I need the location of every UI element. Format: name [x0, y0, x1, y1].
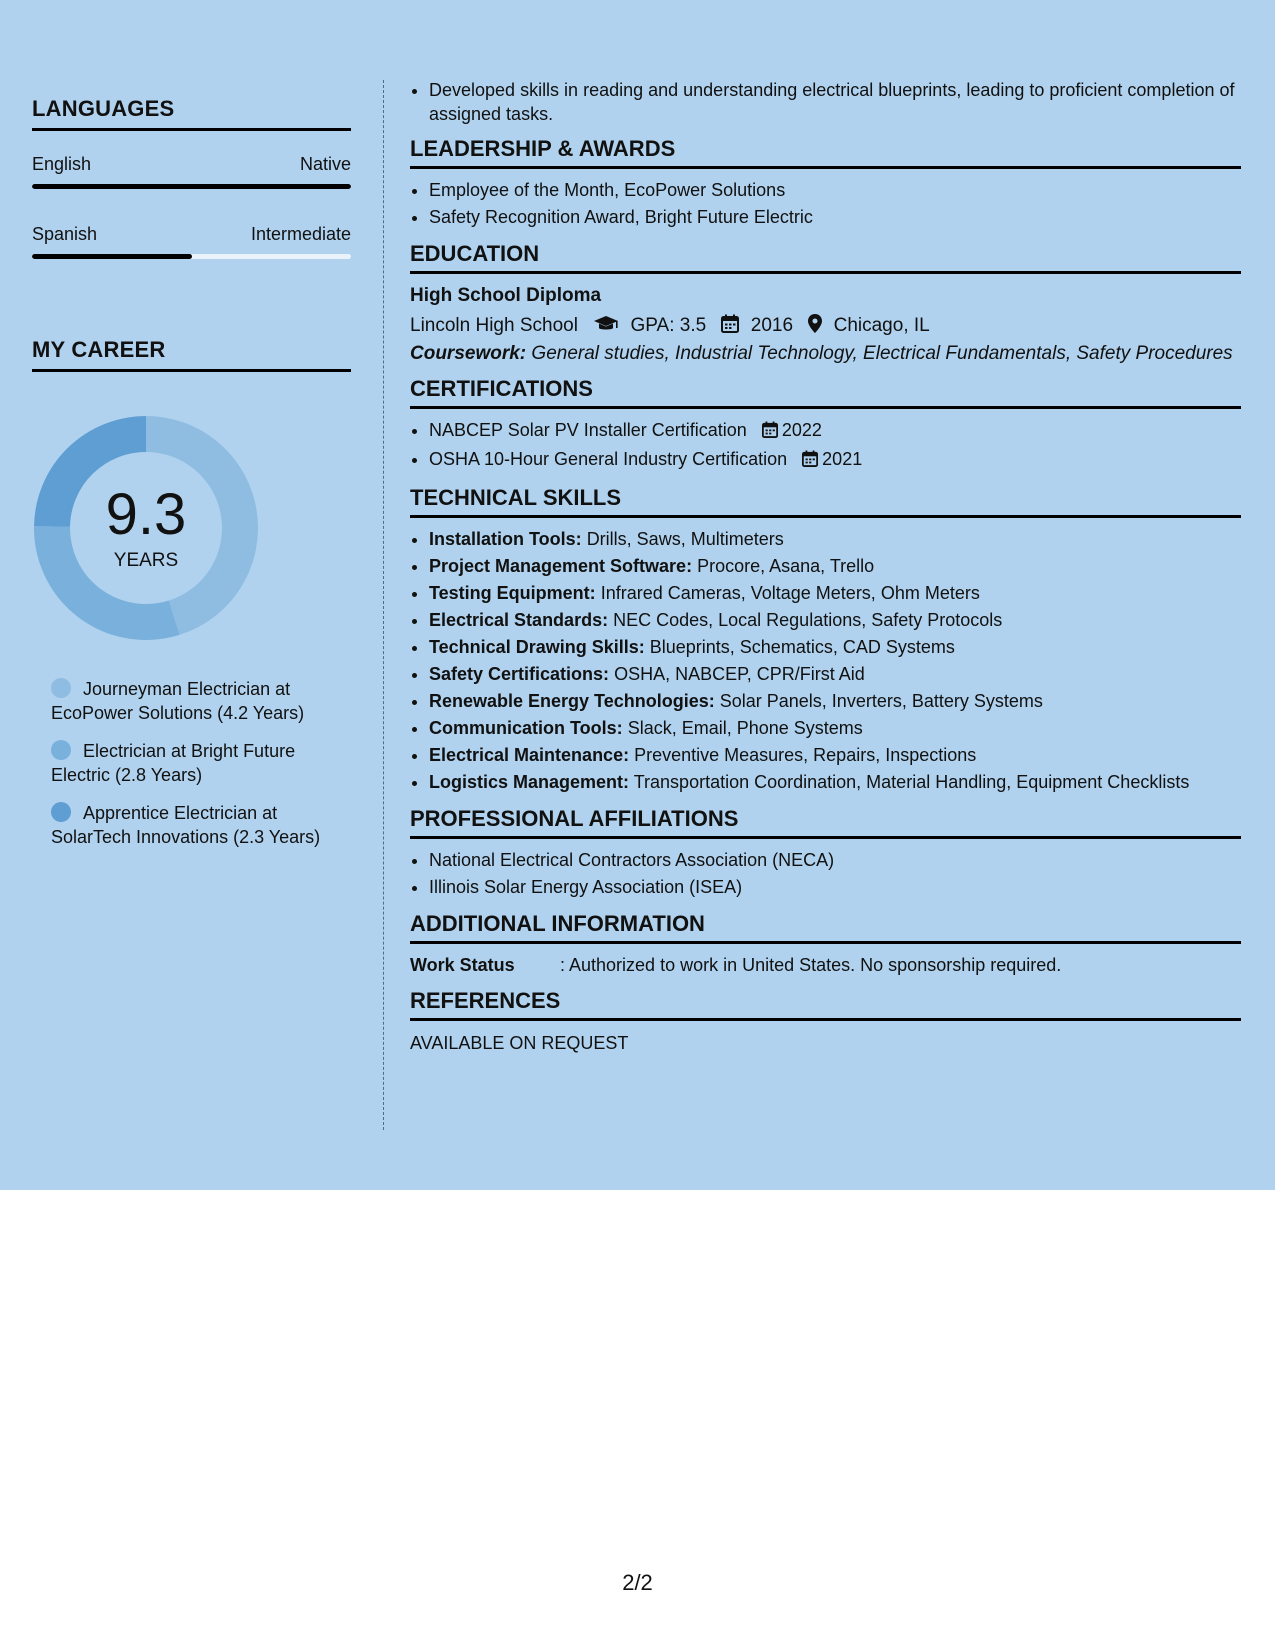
page-number: 2/2 [622, 1570, 653, 1595]
skill-value: OSHA, NABCEP, CPR/First Aid [614, 664, 865, 684]
map-pin-icon [808, 314, 822, 333]
calendar-icon [721, 314, 739, 333]
skill-value: NEC Codes, Local Regulations, Safety Protocols [613, 610, 1003, 630]
references-heading: REFERENCES [410, 988, 1241, 1021]
legend-dot-icon [51, 678, 71, 698]
references-text: AVAILABLE ON REQUEST [410, 1033, 629, 1053]
skill-value: Solar Panels, Inverters, Battery Systems [719, 691, 1043, 711]
language-level: Native [299, 154, 351, 174]
leadership-item: • Safety Recognition Award, Bright Future Electric [429, 204, 1241, 231]
career-donut-segment [52, 526, 174, 622]
language-proficiency-bar [32, 184, 351, 189]
certifications-heading: CERTIFICATIONS [410, 376, 1241, 409]
career-legend [51, 677, 331, 863]
certification-year: 2021 [822, 449, 863, 469]
skill-item [429, 526, 1241, 553]
certification-item [429, 417, 1241, 446]
skill-item [429, 742, 1241, 769]
affiliation-item: • Illinois Solar Energy Association (ISEA) [429, 874, 1241, 901]
leadership-item: • Employee of the Month, EcoPower Solutions [429, 177, 1241, 204]
skill-label: Logistics Management: [429, 772, 630, 792]
career-total-unit: YEARS [113, 550, 179, 571]
skill-item [429, 553, 1241, 580]
legend-dot-icon [51, 802, 71, 822]
languages-heading: LANGUAGES [32, 96, 351, 131]
coursework-text: General studies, Industrial Technology, Electrical Fundamentals, Safety Procedures [531, 343, 1233, 364]
skill-label: Testing Equipment: [429, 583, 596, 603]
certification-item [429, 446, 1241, 475]
education-degree: High School Diploma [410, 285, 602, 306]
coursework-label: Coursework: [410, 343, 527, 364]
career-legend-label: Electrician at Bright Future Electric (2.8 Years) [51, 741, 296, 785]
right-column [410, 78, 1241, 1055]
work-status-label: Work Status [410, 955, 515, 975]
skill-value: Blueprints, Schematics, CAD Systems [649, 637, 955, 657]
affiliations-heading: PROFESSIONAL AFFILIATIONS [410, 806, 1241, 839]
language-level: Intermediate [250, 224, 351, 244]
education-year: 2016 [750, 315, 794, 336]
education-details [410, 310, 1241, 342]
skill-item [429, 580, 1241, 607]
calendar-icon [762, 419, 778, 446]
skill-value: Infrared Cameras, Voltage Meters, Ohm Meters [600, 583, 980, 603]
education-location: Chicago, IL [833, 315, 930, 336]
leadership-list [410, 177, 1241, 231]
skill-value: Procore, Asana, Trello [697, 556, 875, 576]
affiliations-list [410, 847, 1241, 901]
work-status-value: : Authorized to work in United States. No sponsorship required. [560, 955, 1062, 975]
education-heading: EDUCATION [410, 241, 1241, 274]
education-coursework [410, 342, 1241, 366]
career-legend-label: Journeyman Electrician at EcoPower Solutions (4.2 Years) [51, 679, 305, 723]
experience-bullets [410, 78, 1241, 126]
skill-value: Drills, Saws, Multimeters [586, 529, 784, 549]
skill-label: Safety Certifications: [429, 664, 610, 684]
skill-item [429, 715, 1241, 742]
legend-dot-icon [51, 740, 71, 760]
affiliation-item: • National Electrical Contractors Association (NECA) [429, 847, 1241, 874]
career-donut-segment [146, 434, 240, 618]
skill-value: Transportation Coordination, Material Handling, Equipment Checklists [633, 772, 1190, 792]
experience-bullet: • Developed skills in reading and understanding electrical blueprints, leading to proficient completion of assigned tasks. [429, 78, 1241, 126]
skill-label: Communication Tools: [429, 718, 623, 738]
certifications-list [410, 417, 1241, 475]
career-donut-chart [34, 416, 258, 640]
skill-label: Electrical Standards: [429, 610, 609, 630]
skill-value: Slack, Email, Phone Systems [627, 718, 863, 738]
skill-item [429, 769, 1241, 796]
language-proficiency-bar [32, 254, 351, 259]
certification-year: 2022 [781, 420, 822, 440]
skill-item [429, 607, 1241, 634]
language-name: English [32, 154, 92, 174]
skill-label: Technical Drawing Skills: [429, 637, 645, 657]
skill-label: Project Management Software: [429, 556, 693, 576]
career-donut-segment [52, 434, 146, 526]
work-status-row [410, 952, 1241, 978]
language-name: Spanish [32, 224, 98, 244]
career-legend-label: Apprentice Electrician at SolarTech Innovations (2.3 Years) [51, 803, 321, 847]
column-divider [383, 80, 384, 1130]
career-legend-item [51, 801, 331, 849]
certification-name: OSHA 10-Hour General Industry Certification [429, 449, 788, 469]
career-legend-item [51, 677, 331, 725]
technical-skills-list [410, 526, 1241, 796]
technical-skills-heading: TECHNICAL SKILLS [410, 485, 1241, 518]
education-school: Lincoln High School [410, 315, 578, 336]
skill-item [429, 634, 1241, 661]
language-proficiency-fill [32, 254, 192, 259]
skill-label: Renewable Energy Technologies: [429, 691, 715, 711]
certification-name: NABCEP Solar PV Installer Certification [429, 420, 747, 440]
graduation-cap-icon [593, 315, 619, 333]
career-total-years: 9.3 [105, 482, 187, 547]
language-proficiency-fill [32, 184, 351, 189]
career-legend-item [51, 739, 331, 787]
skill-item [429, 688, 1241, 715]
skill-value: Preventive Measures, Repairs, Inspections [634, 745, 977, 765]
career-heading: MY CAREER [32, 337, 351, 372]
skill-label: Installation Tools: [429, 529, 582, 549]
skill-item [429, 661, 1241, 688]
skill-label: Electrical Maintenance: [429, 745, 630, 765]
calendar-icon [802, 448, 818, 475]
education-gpa: GPA: 3.5 [630, 315, 707, 336]
leadership-heading: LEADERSHIP & AWARDS [410, 136, 1241, 169]
additional-info-heading: ADDITIONAL INFORMATION [410, 911, 1241, 944]
